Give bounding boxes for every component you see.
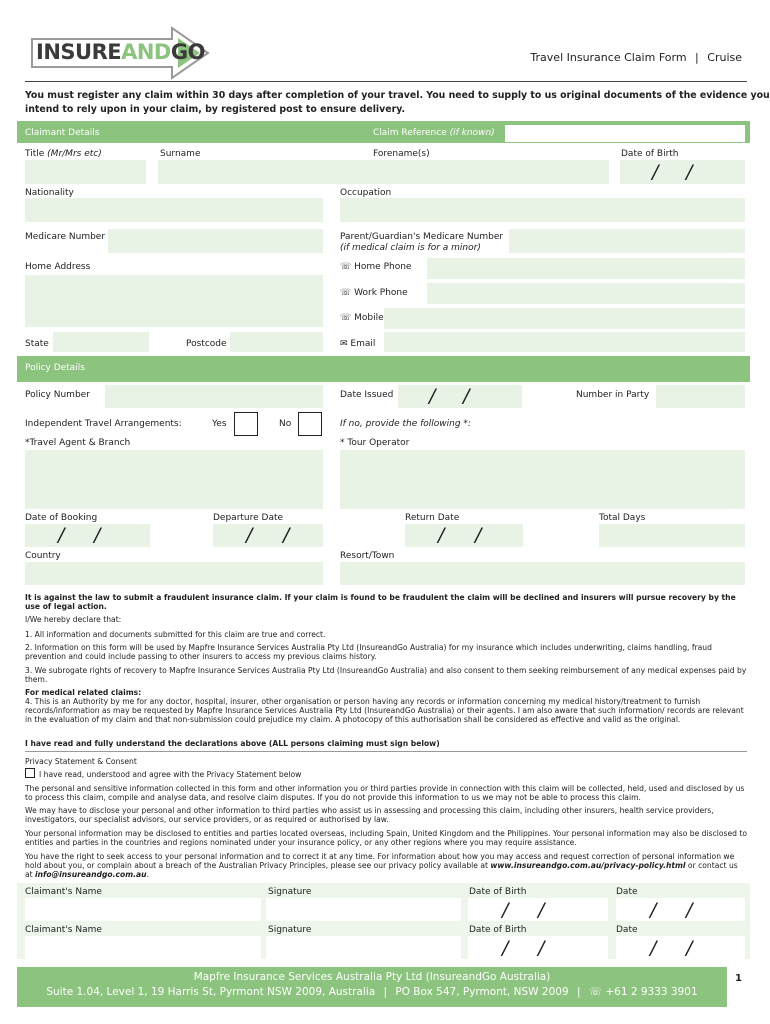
declaration-item-4: 4. This is an Authority by me for any doctor, hospital, insurer, other organisation or person having any records or information concerning my medical history/treatment to furnish records/information as may be requested by Mapfre Insurance Services Australia Pty Ltd (InsureandGo Australia) or their agents. I am also aware that such information/ records are relevant in the evaluation of my claim and that non-submission could prejudice my claim. A photocopy of this authorisation shall be considered as effective and valid as the original. — [25, 697, 744, 724]
claimant-name-field[interactable] — [25, 898, 261, 921]
sig-date-field[interactable] — [616, 898, 745, 921]
date-slash: / — [94, 524, 101, 546]
notice-line-2: intend to rely upon in your claim, by registered post to ensure delivery. — [25, 103, 406, 115]
fraud-warning: It is against the law to submit a fraudulent insurance claim. If your claim is found to be fraudulent the claim will be declined and insurers will pursue recovery by the use of legal action. — [25, 593, 736, 611]
mobile-field[interactable] — [384, 308, 745, 329]
mobile-label: ☏ Mobile — [340, 313, 384, 323]
country-field[interactable] — [25, 562, 323, 585]
departure-date-field[interactable] — [213, 524, 323, 547]
read-understand: I have read and fully understand the declarations above (ALL persons claiming must sign below) — [25, 739, 440, 748]
claimant-name-field[interactable] — [25, 936, 261, 959]
email-field[interactable] — [384, 332, 745, 352]
logo-text-insure: INSURE — [36, 40, 122, 64]
occupation-label: Occupation — [340, 188, 392, 198]
postcode-field[interactable] — [230, 332, 323, 352]
logo-text-go: GO — [170, 40, 205, 64]
page-number: 1 — [735, 973, 742, 984]
travel-agent-field[interactable] — [25, 450, 323, 509]
date-slash: / — [652, 161, 659, 183]
footer-phone: +61 2 9333 3901 — [605, 986, 698, 998]
signature-field[interactable] — [266, 898, 461, 921]
date-slash: / — [686, 937, 693, 959]
privacy-paragraph-3: Your personal information may be disclosed to entities and parties located overseas, including Spain, United Kingdom and the Philippines. Your personal information may also be disclosed to entities and parties in the countries and regions nominated under your insurance policy, or any other regions where you may require assistance. — [25, 829, 747, 847]
hereby-declare: I/We hereby declare that: — [25, 615, 122, 624]
sig-date-label: Date — [616, 925, 638, 935]
date-slash: / — [463, 385, 470, 407]
dob-label: Date of Birth — [621, 149, 679, 159]
state-label: State — [25, 339, 49, 349]
policy-number-field[interactable] — [105, 385, 323, 408]
total-days-label: Total Days — [599, 513, 646, 523]
total-days-field[interactable] — [599, 524, 745, 547]
logo-text-and: AND — [121, 40, 171, 64]
envelope-icon: ✉ — [340, 339, 348, 349]
tour-operator-label: * Tour Operator — [340, 438, 410, 448]
guardian-medicare-hint: (if medical claim is for a minor) — [340, 243, 481, 253]
claim-reference-field[interactable] — [505, 125, 745, 142]
date-slash: / — [246, 524, 253, 546]
privacy-paragraph-2: We may have to disclose your personal and other information to third parties who assist us in assessing and processing this claim, including other insurers, health service providers, investigators, our specialist advisors, our service providers, or as required or authorised by law. — [25, 806, 714, 824]
sig-date-label: Date — [616, 887, 638, 897]
resort-town-field[interactable] — [340, 562, 745, 585]
return-date-label: Return Date — [405, 513, 460, 523]
phone-icon: ☏ — [588, 986, 602, 998]
title-label: Title (Mr/Mrs etc) — [25, 149, 102, 159]
date-slash: / — [502, 899, 509, 921]
home-phone-field[interactable] — [427, 258, 745, 279]
return-date-field[interactable] — [405, 524, 523, 547]
occupation-field[interactable] — [340, 198, 745, 222]
date-slash: / — [283, 524, 290, 546]
form-heading — [530, 51, 742, 64]
work-phone-label: ☏ Work Phone — [340, 288, 408, 298]
date-slash: / — [475, 524, 482, 546]
surname-forenames-field[interactable] — [158, 160, 609, 184]
number-in-party-field[interactable] — [656, 385, 745, 408]
date-issued-field[interactable] — [398, 385, 522, 408]
privacy-paragraph-4: You have the right to seek access to your personal information and to correct it at any time. For information about how you may access and request correction of personal information we hold about you, or complain about a breach of the Australian Privacy Principles, please see our privacy policy available at www.insureandgo.com.au/privacy-policy.html or contact us at info@insureandgo.com.au. — [25, 852, 738, 879]
number-in-party-label: Number in Party — [576, 390, 650, 400]
nationality-label: Nationality — [25, 188, 74, 198]
claimant-name-label: Claimant's Name — [25, 925, 102, 935]
signature-label: Signature — [268, 925, 312, 935]
policy-number-label: Policy Number — [25, 390, 90, 400]
privacy-agree-checkbox[interactable] — [25, 768, 35, 778]
declaration-item-2: 2. Information on this form will be used by Mapfre Insurance Services Australia Pty Ltd (InsureandGo Australia) for my insurance which includes underwriting, claims handling, fraud prevention and could include passing to other insurers to access my previous claims history. — [25, 643, 712, 661]
notice-line-1: You must register any claim within 30 days after completion of your travel. You need to supply to us original documents of the evidence you — [25, 90, 770, 101]
logo — [22, 24, 212, 82]
nationality-field[interactable] — [25, 198, 323, 222]
yes-checkbox[interactable] — [234, 412, 258, 436]
date-slash: / — [538, 937, 545, 959]
dob-field[interactable] — [620, 160, 745, 184]
date-slash: / — [650, 937, 657, 959]
signature-label: Signature — [268, 887, 312, 897]
no-checkbox[interactable] — [298, 412, 322, 436]
date-issued-label: Date Issued — [340, 390, 394, 400]
medicare-label: Medicare Number — [25, 232, 106, 242]
date-slash: / — [429, 385, 436, 407]
signature-field[interactable] — [266, 936, 461, 959]
tour-operator-field[interactable] — [340, 450, 745, 509]
home-address-label: Home Address — [25, 262, 91, 272]
date-slash: / — [502, 937, 509, 959]
declaration-item-3: 3. We subrogate rights of recovery to Mapfre Insurance Services Australia Pty Ltd (InsureandGo Australia) and also consent to them seeking reimbursement of any medical expenses paid by them. — [25, 666, 747, 684]
sig-dob-label: Date of Birth — [469, 925, 527, 935]
claim-reference-label: Claim Reference (if known) — [373, 128, 495, 138]
date-slash: / — [58, 524, 65, 546]
state-field[interactable] — [53, 332, 149, 352]
postcode-label: Postcode — [186, 339, 227, 349]
independent-travel-label: Independent Travel Arrangements: — [25, 419, 182, 429]
footer-company: Mapfre Insurance Services Australia Pty Ltd (InsureandGo Australia) — [193, 971, 551, 983]
date-slash: / — [686, 161, 693, 183]
email-label: ✉ Email — [340, 339, 376, 349]
privacy-agree-label: I have read, understood and agree with the Privacy Statement below — [39, 770, 302, 779]
medicare-field[interactable] — [108, 229, 323, 253]
footer-address: Suite 1.04, Level 1, 19 Harris St, Pyrmont NSW 2009, Australia | PO Box 547, Pyrmont, NSW 2009 | ☏ +61 2 9333 3901 — [46, 986, 698, 998]
country-label: Country — [25, 551, 61, 561]
declaration-item-1: 1. All information and documents submitted for this claim are true and correct. — [25, 630, 326, 639]
divider — [25, 751, 747, 752]
date-of-booking-label: Date of Booking — [25, 513, 98, 523]
form-title: Travel Insurance Claim Form — [530, 51, 687, 64]
contact-email-link[interactable]: info@insureandgo.com.au — [35, 870, 147, 879]
home-address-field[interactable] — [25, 275, 323, 327]
claimant-name-label: Claimant's Name — [25, 887, 102, 897]
registration-notice — [25, 89, 770, 116]
phone-icon: ☏ — [340, 313, 352, 323]
no-label: No — [279, 419, 292, 429]
surname-label: Surname — [160, 149, 201, 159]
forenames-label: Forename(s) — [373, 149, 430, 159]
privacy-paragraph-1: The personal and sensitive information collected in this form and other information you or third parties provide in connection with this claim will be collected, held, used and disclosed by us to process this claim, compile and analyse data, and resolve claim disputes. If you do not provide this information to us we may not be able to process this claim. — [25, 784, 745, 802]
guardian-medicare-label: Parent/Guardian's Medicare Number — [340, 232, 504, 242]
sig-dob-label: Date of Birth — [469, 887, 527, 897]
policy-section-title: Policy Details — [25, 363, 85, 373]
privacy-heading: Privacy Statement & Consent — [25, 757, 137, 766]
date-slash: / — [538, 899, 545, 921]
sig-date-field[interactable] — [616, 936, 745, 959]
header-rule — [25, 81, 747, 82]
resort-town-label: Resort/Town — [340, 551, 395, 561]
medical-heading: For medical related claims: — [25, 688, 142, 697]
departure-date-label: Departure Date — [213, 513, 284, 523]
yes-label: Yes — [212, 419, 227, 429]
home-phone-label: ☏ Home Phone — [340, 262, 412, 272]
if-no-label: If no, provide the following *: — [340, 419, 471, 429]
date-of-booking-field[interactable] — [25, 524, 150, 547]
form-type: Cruise — [707, 51, 742, 64]
date-slash: / — [650, 899, 657, 921]
claimant-section-title: Claimant Details — [25, 128, 100, 138]
date-slash: / — [438, 524, 445, 546]
phone-icon: ☏ — [340, 262, 352, 272]
privacy-policy-link[interactable]: www.insureandgo.com.au/privacy-policy.html — [490, 861, 686, 870]
date-slash: / — [686, 899, 693, 921]
guardian-medicare-field[interactable] — [509, 229, 745, 253]
work-phone-field[interactable] — [427, 283, 745, 304]
phone-icon: ☏ — [340, 288, 352, 298]
travel-agent-label: *Travel Agent & Branch — [25, 438, 131, 448]
title-separator: | — [695, 51, 699, 64]
title-field[interactable] — [25, 160, 146, 184]
